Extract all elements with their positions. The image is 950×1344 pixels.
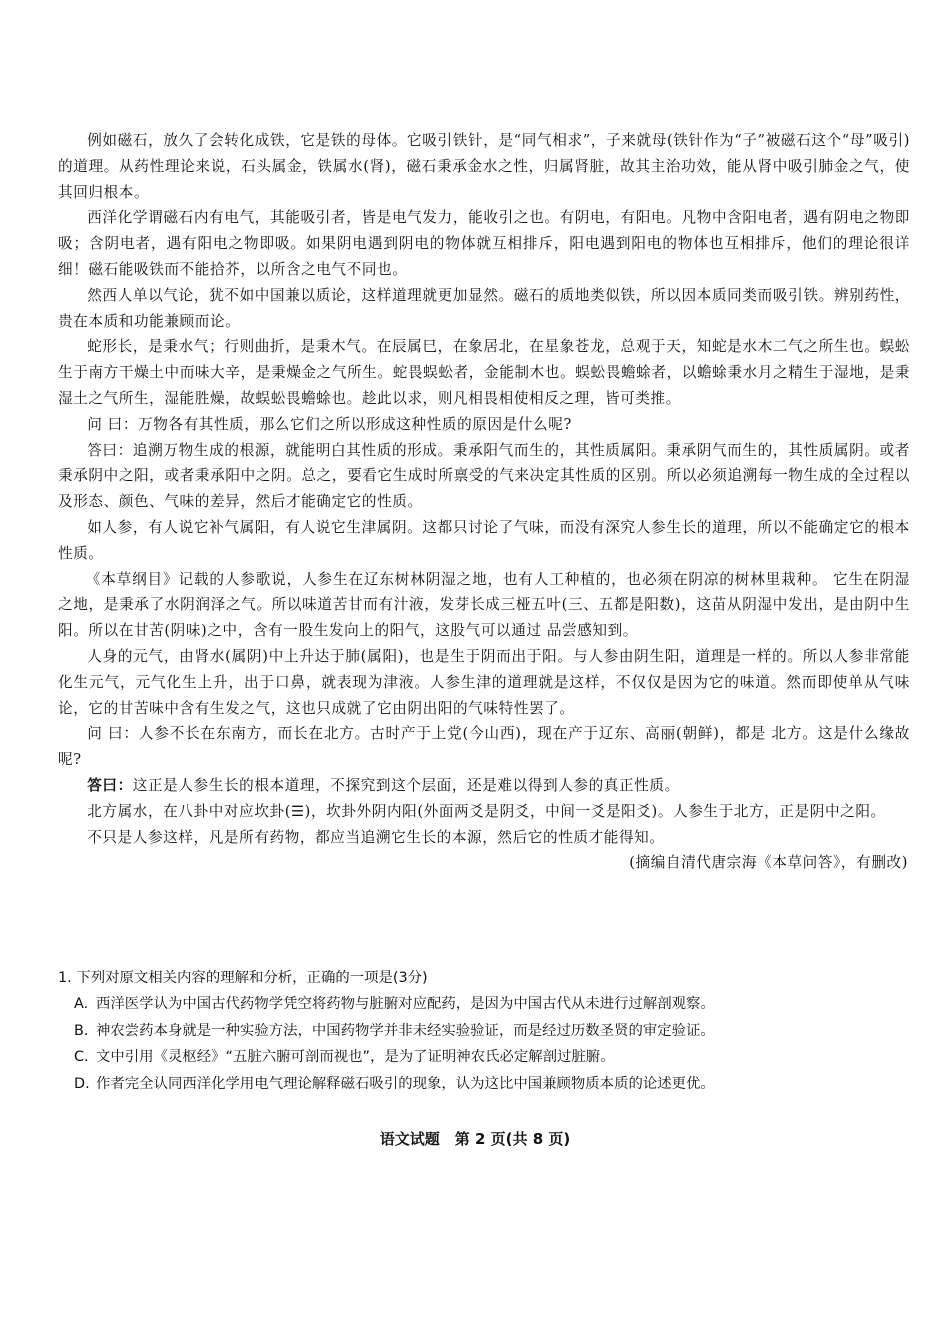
qa1-question [58, 412, 910, 438]
answer-label: 答曰： [87, 441, 133, 459]
paragraph-snake-centipede: 蛇形长，是秉水气；行则曲折，是秉木气。在辰属巳，在象居北，在星象苍龙，总观于天，知蛇是水木二气之所生也。蜈蚣生于南方干燥土中而味大辛，是秉燥金之气所生。蛇畏蜈蚣者，金能制木也。蜈蚣畏蟾蜍者，以蟾蜍秉水月之精生于湿地，是秉湿土之气所生，湿能胜燥，故蜈蚣畏蟾蜍也。趁此以求，则凡相畏相使相反之理，皆可类推。 [58, 338, 910, 407]
paragraph-western-electricity: 西洋化学谓磁石内有电气，其能吸引者，皆是电气发力，能收引之也。有阴电，有阳电。凡物中含阳电者，遇有阴电之物即吸；含阴电者，遇有阳电之物即吸。如果阴电遇到阴电的物体就互相排斥，阳电遇到阳电的物体也互相排斥，他们的理论很详细！磁石能吸铁而不能拾芥，以所含之电气不同也。 [58, 209, 910, 278]
page-footer: 语文试题 第 2 页(共 8 页) [379, 1130, 571, 1148]
qa2-answer [58, 773, 910, 799]
option-a [58, 991, 918, 1018]
paragraph-qi-and-substance: 然西人单以气论，犹不如中国兼以质论，这样道理就更加显然。磁石的质地类似铁，所以因本质同类而吸引铁。辨别药性，贵在本质和功能兼顾而论。 [58, 286, 910, 330]
question-text: 人参不长在东南方，而长在北方。古时产于上党(今山西)，现在产于辽东、高丽(朝鲜)，都是 北方。这是什么缘故呢? [58, 725, 910, 769]
qa2-question [58, 721, 910, 773]
question-label: 问 曰： [87, 725, 139, 743]
option-letter: C. [74, 1049, 89, 1065]
question-stem: 1. 下列对原文相关内容的理解和分析，正确的一项是(3分) [58, 970, 428, 986]
paragraph-bencao-gangmu: 《本草纲目》记载的人参歌说，人参生在辽东树林阴湿之地，也有人工种植的，也必须在阴凉的树林里栽种。 它生在阴湿之地，是秉承了水阴润泽之气。所以味道苦甘而有汁液，发芽长成三桠五叶(三、五都是阳数)，这苗从阴湿中发出，是由阴中生阳。所以在甘苦(阴味)之中，含有一股生发向上的阳气，这股气可以通过 品尝感知到。 [58, 570, 910, 640]
question-text: 万物各有其性质，那么它们之所以形成这种性质的原因是什么呢? [138, 415, 572, 433]
paragraph-magnet-origin: 例如磁石，放久了会转化成铁，它是铁的母体。它吸引铁针，是“同气相求”，子来就母(铁针作为“子”被磁石这个“母”吸引)的道理。从药性理论来说，石头属金，铁属水(肾)，磁石秉承金水之性，归属肾脏，故其主治功效，能从肾中吸引肺金之气，使其回归根本。 [58, 132, 910, 201]
option-c [58, 1044, 918, 1071]
question-label: 问 曰： [87, 415, 139, 433]
answer-text: 追溯万物生成的根源，就能明白其性质的形成。秉承阳气而生的，其性质属阳。秉承阴气而生的，其性质属阴。或者秉承阴中之阳，或者秉承阳中之阴。总之，要看它生成时所禀受的气来决定其性质的区别。所以必须追溯每一物生成的全过程以及形态、颜色、气味的差异，然后才能确定它的性质。 [58, 441, 910, 511]
paragraph-yuan-qi: 人身的元气，由肾水(属阴)中上升达于肺(属阳)，也是生于阴而出于阳。与人参由阴生阳，道理是一样的。所以人参非常能化生元气，元气化生上升，出于口鼻，就表现为津液。人参生津的道理就是这样，不仅仅是因为它的味道。然而即使单从气味论，它的甘苦味中含有生发之气，这也只成就了它由阴出阳的气味特性罢了。 [58, 647, 910, 717]
answer-label: 答曰： [87, 776, 133, 794]
source-citation: (摘编自清代唐宗海《本草问答》，有删改) [629, 854, 908, 872]
option-text: 西洋医学认为中国古代药物学凭空将药物与脏腑对应配药，是因为中国古代从未进行过解剖观察。 [96, 996, 715, 1012]
paragraph-north-water: 北方属水，在八卦中对应坎卦(☰)，坎卦外阴内阳(外面两爻是阴爻，中间一爻是阳爻)。人参生于北方，正是阴中之阳。 [87, 802, 886, 820]
question-1 [58, 966, 918, 1097]
option-text: 作者完全认同西洋化学用电气理论解释磁石吸引的现象，认为这比中国兼顾物质本质的论述更优。 [96, 1075, 715, 1092]
option-text: 神农尝药本身就是一种实验方法，中国药物学并非未经实验验证，而是经过历数圣贤的审定验证。 [96, 1022, 715, 1039]
passage [58, 128, 910, 876]
option-text: 文中引用《灵枢经》“五脏六腑可剖而视也”，是为了证明神农氏必定解剖过脏腑。 [96, 1049, 615, 1065]
option-letter: D. [74, 1075, 90, 1092]
option-letter: A. [74, 996, 89, 1012]
option-b [58, 1018, 918, 1045]
option-letter: B. [74, 1022, 89, 1039]
qa1-answer [58, 438, 910, 515]
paragraph-ginseng-qi: 如人参，有人说它补气属阳，有人说它生津属阴。这都只讨论了气味，而没有深究人参生长的道理，所以不能确定它的根本性质。 [58, 518, 910, 562]
option-d [58, 1071, 918, 1098]
answer-text: 这正是人参生长的根本道理，不探究到这个层面，还是难以得到人参的真正性质。 [132, 776, 680, 794]
paragraph-conclusion: 不只是人参这样，凡是所有药物，都应当追溯它生长的本源，然后它的性质才能得知。 [87, 828, 665, 846]
